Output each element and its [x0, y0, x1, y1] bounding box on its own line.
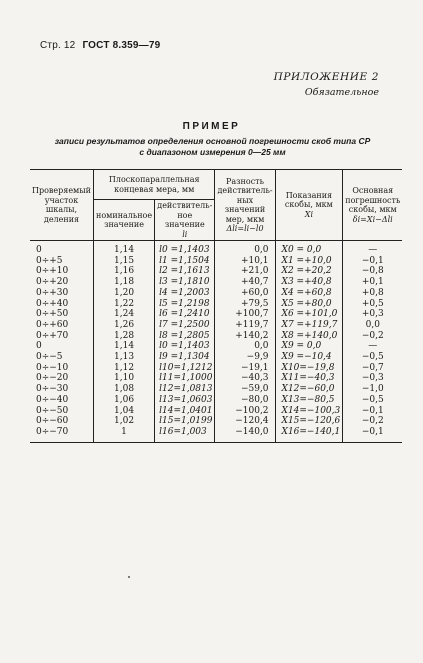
- cell-indication: X4 =+60,8: [275, 288, 343, 299]
- cell-nominal: 1,10: [93, 373, 154, 384]
- cell-actual: l16=1,003: [155, 427, 215, 442]
- cell-actual: l7 =1,2500: [155, 320, 215, 331]
- cell-indication: X1 =+10,0: [275, 256, 343, 267]
- cell-error: −0,7: [343, 363, 403, 374]
- caption-line-2: с диапазоном измерения 0—25 мм: [139, 147, 286, 157]
- table-row: [30, 341, 402, 352]
- cell-section: 0÷+40: [36, 298, 69, 309]
- table-row: [30, 277, 402, 288]
- cell-actual: l0 =1,1403: [155, 241, 215, 256]
- cell-error: −0,5: [343, 395, 403, 406]
- header-difference: [215, 170, 275, 241]
- cell-section: 0÷+10: [36, 266, 69, 277]
- appendix-block: [274, 70, 379, 100]
- header-difference-label: Разность действитель-ных значений мер, мкм: [217, 176, 273, 224]
- cell-nominal: 1,12: [93, 363, 154, 374]
- cell-actual: l2 =1,1613: [155, 266, 215, 277]
- example-title: ПРИМЕР: [182, 121, 241, 132]
- cell-error: +0,5: [343, 299, 403, 310]
- speck-mark: [128, 576, 130, 578]
- header-indication: [275, 170, 343, 241]
- cell-difference: −120,4: [215, 416, 275, 427]
- cell-error: −0,2: [343, 416, 403, 427]
- cell-indication: X16=−140,1: [275, 427, 343, 442]
- header-indication-label: Показания скобы, мкм: [284, 190, 333, 210]
- table-row: [30, 416, 402, 427]
- cell-section: 0÷−70: [30, 427, 93, 442]
- cell-difference: +79,5: [215, 299, 275, 310]
- results-table: [30, 169, 402, 443]
- header-error: [343, 170, 403, 241]
- cell-section: 0÷+30: [36, 287, 69, 298]
- cell-difference: −80,0: [215, 395, 275, 406]
- cell-difference: −140,0: [215, 427, 275, 442]
- cell-difference: +40,7: [215, 277, 275, 288]
- header-indication-symbol: Xi: [304, 209, 314, 219]
- header-actual: [155, 200, 215, 241]
- cell-difference: 0,0: [215, 241, 275, 256]
- cell-error: —: [343, 241, 403, 256]
- table-row: [30, 384, 402, 395]
- cell-nominal: 1,02: [93, 416, 154, 427]
- header-difference-formula: Δli=li−l0: [226, 224, 264, 233]
- cell-section: 0÷−30: [36, 384, 69, 395]
- cell-actual: l3 =1,1810: [155, 277, 215, 288]
- appendix-note: Обязательное: [304, 87, 379, 98]
- table-row: [30, 331, 402, 342]
- cell-nominal: 1,16: [93, 266, 154, 277]
- cell-error: −0,1: [343, 427, 403, 442]
- cell-nominal: 1,24: [93, 309, 154, 320]
- cell-difference: +119,7: [215, 320, 275, 331]
- header-gauge-group: Плоскопараллельная концевая мера, мм: [93, 170, 215, 200]
- header-nominal: номинальное значение: [93, 200, 154, 241]
- cell-nominal: 1: [93, 427, 154, 442]
- cell-actual: l14=1,0401: [155, 406, 215, 417]
- table-row: [30, 320, 402, 331]
- cell-indication: X3 =+40,8: [275, 277, 343, 288]
- cell-actual: l0 =1,1403: [155, 341, 215, 352]
- table-row: [30, 309, 402, 320]
- cell-section: 0÷−50: [36, 405, 69, 416]
- cell-indication: X9 =−10,4: [275, 352, 343, 363]
- table-row: [30, 363, 402, 374]
- cell-actual: l13=1,0603: [155, 395, 215, 406]
- cell-section: 0÷+20: [36, 277, 69, 288]
- cell-error: −0,3: [343, 373, 403, 384]
- cell-difference: +21,0: [215, 266, 275, 277]
- cell-section: 0: [36, 341, 42, 352]
- header-error-formula: δi=Xi−Δli: [352, 214, 393, 224]
- cell-nominal: 1,22: [93, 299, 154, 310]
- cell-nominal: 1,15: [93, 256, 154, 267]
- cell-indication: X2 =+20,2: [275, 266, 343, 277]
- header-actual-symbol: li: [182, 229, 188, 239]
- cell-difference: −19,1: [215, 363, 275, 374]
- cell-error: −1,0: [343, 384, 403, 395]
- cell-error: +0,8: [343, 288, 403, 299]
- cell-difference: +10,1: [215, 256, 275, 267]
- cell-nominal: 1,28: [93, 331, 154, 342]
- cell-nominal: 1,08: [93, 384, 154, 395]
- cell-section: 0÷−60: [36, 416, 69, 427]
- cell-actual: l8 =1,2805: [155, 331, 215, 342]
- cell-nominal: 1,20: [93, 288, 154, 299]
- cell-section: 0÷+70: [36, 330, 69, 341]
- cell-section: 0÷−10: [36, 362, 69, 373]
- example-caption: [40, 136, 385, 158]
- cell-nominal: 1,04: [93, 406, 154, 417]
- cell-indication: X5 =+80,0: [275, 299, 343, 310]
- table-row: [30, 373, 402, 384]
- cell-actual: l11=1,1000: [155, 373, 215, 384]
- page-number: Стр. 12: [40, 40, 76, 51]
- cell-difference: −100,2: [215, 406, 275, 417]
- cell-error: −0,1: [343, 256, 403, 267]
- cell-error: +0,3: [343, 309, 403, 320]
- cell-indication: X9 = 0,0: [275, 341, 343, 352]
- cell-difference: +100,7: [215, 309, 275, 320]
- cell-actual: l4 =1,2003: [155, 288, 215, 299]
- cell-section: 0: [36, 245, 42, 255]
- table-row: [30, 395, 402, 406]
- cell-section: 0÷−40: [36, 394, 69, 405]
- cell-section: 0÷+5: [36, 255, 63, 266]
- cell-indication: X0 = 0,0: [275, 241, 343, 256]
- cell-indication: X13=−80,5: [275, 395, 343, 406]
- cell-section: 0÷+60: [36, 319, 69, 330]
- header-actual-label: действитель-ное значение: [157, 201, 213, 229]
- cell-section: 0÷−20: [36, 373, 69, 384]
- table-row: [30, 427, 402, 442]
- cell-section: 0÷+50: [36, 309, 69, 320]
- cell-actual: l10=1,1212: [155, 363, 215, 374]
- cell-difference: +140,2: [215, 331, 275, 342]
- cell-actual: l1 =1,1504: [155, 256, 215, 267]
- cell-error: 0,0: [343, 320, 403, 331]
- header-section: Проверяемый участок шкалы, деления: [30, 170, 93, 241]
- cell-nominal: 1,06: [93, 395, 154, 406]
- cell-actual: l5 =1,2198: [155, 299, 215, 310]
- cell-section: 0÷−5: [36, 352, 63, 363]
- cell-indication: X15=−120,6: [275, 416, 343, 427]
- cell-indication: X7 =+119,7: [275, 320, 343, 331]
- cell-indication: X8 =+140,0: [275, 331, 343, 342]
- table-row: [30, 266, 402, 277]
- table-row: [30, 299, 402, 310]
- page-header: [40, 40, 160, 51]
- cell-actual: l6 =1,2410: [155, 309, 215, 320]
- cell-indication: X10=−19,8: [275, 363, 343, 374]
- cell-indication: X12=−60,0: [275, 384, 343, 395]
- cell-actual: l12=1,0813: [155, 384, 215, 395]
- cell-actual: l15=1,0199: [155, 416, 215, 427]
- cell-indication: X6 =+101,0: [275, 309, 343, 320]
- cell-difference: 0,0: [215, 341, 275, 352]
- table-body: [30, 241, 402, 443]
- cell-actual: l9 =1,1304: [155, 352, 215, 363]
- caption-line-1: записи результатов определения основной погрешности скоб типа СР: [54, 136, 371, 146]
- cell-error: —: [343, 341, 403, 352]
- cell-difference: +60,0: [215, 288, 275, 299]
- cell-nominal: 1,26: [93, 320, 154, 331]
- table-row: [30, 406, 402, 417]
- cell-nominal: 1,14: [93, 241, 154, 256]
- cell-indication: X14=−100,3: [275, 406, 343, 417]
- cell-error: +0,1: [343, 277, 403, 288]
- cell-indication: X11=−40,3: [275, 373, 343, 384]
- cell-error: −0,8: [343, 266, 403, 277]
- standard-number: ГОСТ 8.359—79: [82, 40, 161, 51]
- table-row: [30, 288, 402, 299]
- cell-difference: −9,9: [215, 352, 275, 363]
- appendix-title: ПРИЛОЖЕНИЕ 2: [273, 71, 379, 83]
- cell-error: −0,2: [343, 331, 403, 342]
- cell-error: −0,5: [343, 352, 403, 363]
- header-error-label: Основная погрешность скобы, мкм: [345, 186, 401, 214]
- table-row: [30, 352, 402, 363]
- cell-difference: −59,0: [215, 384, 275, 395]
- cell-difference: −40,3: [215, 373, 275, 384]
- table-row: [30, 256, 402, 267]
- cell-nominal: 1,18: [93, 277, 154, 288]
- cell-error: −0,1: [343, 406, 403, 417]
- cell-nominal: 1,14: [93, 341, 154, 352]
- cell-nominal: 1,13: [93, 352, 154, 363]
- table-row: [30, 241, 402, 256]
